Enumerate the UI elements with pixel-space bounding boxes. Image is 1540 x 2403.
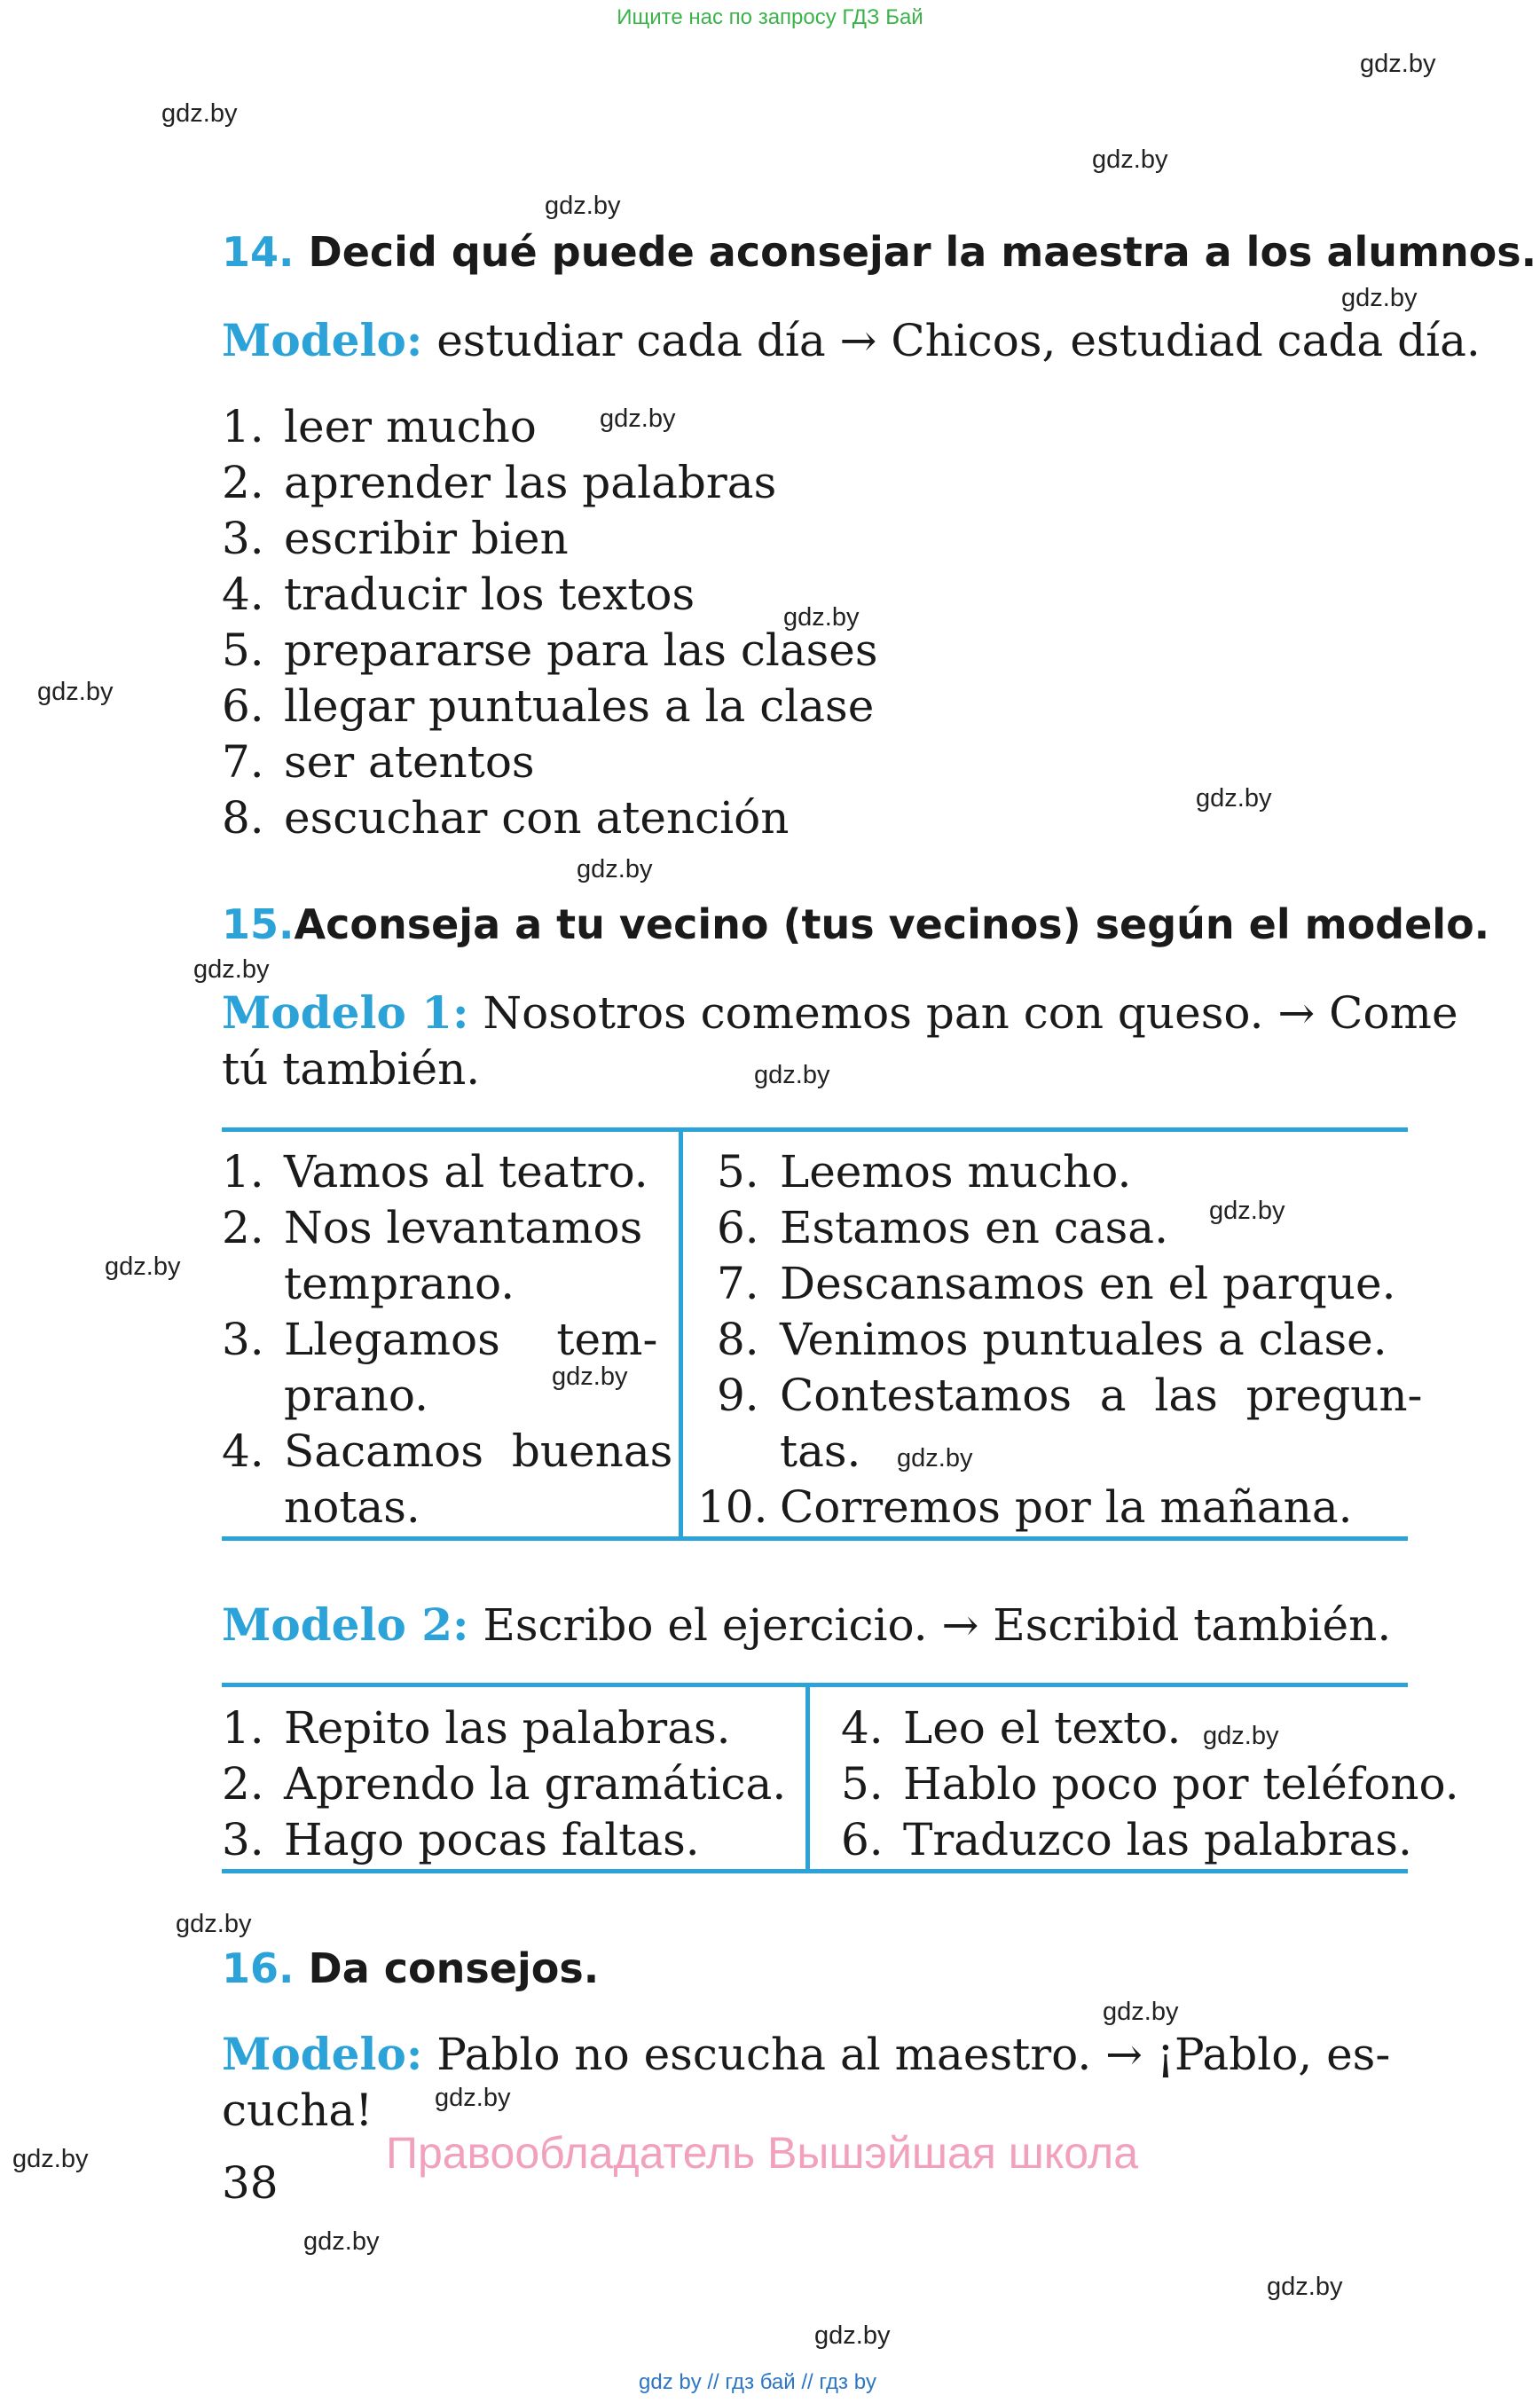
copyright-notice: Правообладатель Вышэйшая школа — [386, 2128, 1138, 2178]
item-text: ser atentos — [284, 736, 535, 788]
exercise-14-heading — [222, 228, 1536, 276]
list-item — [222, 567, 878, 623]
list-item — [697, 1144, 1422, 1200]
exercise-title: Decid qué puede aconsejar la maestra a los alumnos. — [308, 228, 1537, 276]
item-number: 5. — [717, 1146, 759, 1198]
watermark: gdz.by — [600, 404, 676, 433]
model-label: Modelo 2: — [222, 1598, 469, 1651]
list-item — [222, 1144, 672, 1200]
item-number: 5. — [222, 624, 264, 676]
exercise-15-model-2 — [222, 1597, 1391, 1653]
list-item — [222, 1756, 786, 1812]
item-number: 2. — [222, 1202, 264, 1253]
item-number — [222, 1480, 284, 1535]
exercise-15-model-1 — [222, 985, 1458, 1097]
watermark: gdz.by — [435, 2084, 511, 2112]
item-text: Estamos en casa. — [780, 1202, 1168, 1253]
list-item — [697, 1256, 1422, 1312]
exercise-15-heading — [222, 900, 1489, 948]
item-number: 5. — [841, 1758, 884, 1810]
item-text: Aprendo la gramática. — [284, 1758, 787, 1810]
list-item — [222, 1424, 672, 1480]
table-1-right-column — [697, 1144, 1422, 1535]
table-2-left-column — [222, 1700, 786, 1868]
watermark: gdz.by — [577, 855, 653, 883]
exercise-title: Aconseja a tu vecino (tus vecinos) según el modelo. — [294, 900, 1490, 948]
exercise-number: 14. — [222, 228, 295, 276]
item-text: Venimos puntuales a clase. — [780, 1314, 1387, 1365]
list-item — [222, 623, 878, 679]
item-text: notas. — [284, 1481, 420, 1533]
model-text: Pablo no escucha al maestro. → ¡Pablo, es- — [436, 2029, 1391, 2080]
item-text: Nos levantamos — [284, 1202, 643, 1253]
item-number — [222, 1368, 284, 1424]
model-text: estudiar cada día → Chicos, estudiad cada día. — [436, 315, 1481, 366]
watermark: gdz.by — [814, 2321, 891, 2350]
item-number — [222, 1256, 284, 1312]
item-text: llegar puntuales a la clase — [284, 680, 875, 732]
list-item — [222, 399, 878, 455]
item-number: 4. — [841, 1702, 884, 1754]
page-number: 38 — [222, 2157, 279, 2209]
item-text: Repito las palabras. — [284, 1702, 731, 1754]
model-label: Modelo: — [222, 314, 423, 366]
item-text: Sacamos buenas — [284, 1425, 673, 1477]
exercise-16-heading — [222, 1944, 599, 1992]
table-2-divider — [805, 1683, 810, 1873]
watermark: gdz.by — [783, 603, 860, 632]
item-number — [697, 1424, 780, 1480]
watermark: gdz.by — [37, 678, 114, 706]
item-text: Leemos mucho. — [780, 1146, 1132, 1198]
list-item — [697, 1424, 1422, 1480]
item-number: 3. — [222, 513, 264, 564]
item-text: prepararse para las clases — [284, 624, 878, 676]
item-text: aprender las palabras — [284, 457, 777, 508]
item-number: 7. — [717, 1258, 759, 1309]
item-number: 7. — [222, 736, 264, 788]
exercise-number: 15. — [222, 900, 295, 948]
item-number: 4. — [222, 569, 264, 620]
watermark: gdz.by — [161, 99, 238, 128]
item-number: 1. — [222, 1702, 264, 1754]
list-item — [222, 734, 878, 790]
item-text: escribir bien — [284, 513, 569, 564]
table-2-right-column — [841, 1700, 1459, 1868]
watermark: gdz.by — [193, 955, 270, 984]
item-number: 8. — [222, 792, 264, 844]
item-number: 4. — [222, 1425, 264, 1477]
watermark: gdz.by — [897, 1444, 973, 1472]
item-text: Llegamos tem- — [284, 1314, 658, 1365]
list-item — [222, 1480, 672, 1535]
item-text: escuchar con atención — [284, 792, 790, 844]
watermark: gdz.by — [1196, 784, 1272, 813]
item-text: Corremos por la mañana. — [780, 1481, 1353, 1533]
watermark: gdz.by — [552, 1362, 628, 1391]
item-number: 3. — [222, 1814, 264, 1865]
list-item — [222, 790, 878, 846]
item-text: leer mucho — [284, 401, 537, 452]
table-1-top-rule — [222, 1127, 1408, 1132]
item-number: 6. — [717, 1202, 759, 1253]
table-2-bottom-rule — [222, 1869, 1408, 1873]
item-text: Leo el texto. — [903, 1702, 1182, 1754]
list-item — [697, 1200, 1422, 1256]
watermark: gdz.by — [12, 2145, 89, 2173]
model-text: tú también. — [222, 1043, 481, 1095]
item-text: Contestamos a las pregun- — [780, 1370, 1423, 1421]
list-item — [697, 1312, 1422, 1368]
footer-links[interactable]: gdz by // гдз бай // гдз by — [639, 2370, 877, 2394]
table-1-bottom-rule — [222, 1536, 1408, 1541]
list-item — [841, 1700, 1459, 1756]
watermark: gdz.by — [176, 1910, 252, 1938]
table-1-left-column — [222, 1144, 672, 1535]
watermark: gdz.by — [1360, 50, 1436, 78]
table-1-divider — [679, 1127, 683, 1541]
item-text: Hago pocas faltas. — [284, 1814, 700, 1865]
exercise-14-list — [222, 399, 878, 846]
item-text: Descansamos en el parque. — [780, 1258, 1396, 1309]
list-item — [222, 455, 878, 511]
watermark: gdz.by — [1341, 284, 1418, 312]
item-number: 10. — [697, 1481, 768, 1533]
item-number: 2. — [222, 1758, 264, 1810]
list-item — [841, 1756, 1459, 1812]
watermark: gdz.by — [545, 192, 621, 220]
model-label: Modelo 1: — [222, 986, 469, 1039]
item-text: Hablo poco por teléfono. — [903, 1758, 1459, 1810]
list-item — [222, 1200, 672, 1256]
list-item — [222, 679, 878, 734]
item-number: 3. — [222, 1314, 264, 1365]
list-item — [222, 1812, 786, 1868]
list-item — [697, 1368, 1422, 1424]
exercise-number: 16. — [222, 1944, 295, 1992]
model-text: cucha! — [222, 2085, 373, 2136]
watermark: gdz.by — [1092, 145, 1168, 174]
list-item — [697, 1480, 1422, 1535]
item-number: 1. — [222, 1146, 264, 1198]
item-text: Vamos al teatro. — [284, 1146, 648, 1198]
item-number: 1. — [222, 401, 264, 452]
item-text: traducir los textos — [284, 569, 695, 620]
top-banner: Ищите нас по запросу ГДЗ Бай — [617, 5, 923, 29]
list-item — [222, 1700, 786, 1756]
watermark: gdz.by — [1103, 1998, 1179, 2026]
watermark: gdz.by — [1267, 2273, 1343, 2301]
model-text: Escribo el ejercicio. → Escribid también. — [483, 1599, 1392, 1651]
watermark: gdz.by — [754, 1061, 830, 1089]
item-text: prano. — [284, 1370, 429, 1421]
item-text: tas. — [780, 1425, 861, 1477]
list-item — [222, 1368, 672, 1424]
table-2-top-rule — [222, 1683, 1408, 1687]
watermark: gdz.by — [105, 1253, 181, 1281]
watermark: gdz.by — [303, 2227, 380, 2256]
model-text: Nosotros comemos pan con queso. → Come — [483, 987, 1458, 1039]
exercise-title: Da consejos. — [308, 1944, 600, 1992]
list-item — [222, 511, 878, 567]
item-number: 6. — [222, 680, 264, 732]
model-label: Modelo: — [222, 2028, 423, 2080]
watermark: gdz.by — [1203, 1722, 1279, 1750]
list-item — [222, 1312, 672, 1368]
exercise-14-model — [222, 312, 1481, 369]
item-number: 2. — [222, 457, 264, 508]
item-text: temprano. — [284, 1258, 515, 1309]
list-item — [841, 1812, 1459, 1868]
watermark: gdz.by — [1209, 1197, 1285, 1225]
exercise-16-model — [222, 2026, 1390, 2139]
list-item — [222, 1256, 672, 1312]
item-number: 8. — [717, 1314, 759, 1365]
item-text: Traduzco las palabras. — [903, 1814, 1412, 1865]
item-number: 6. — [841, 1814, 884, 1865]
item-number: 9. — [717, 1370, 759, 1421]
